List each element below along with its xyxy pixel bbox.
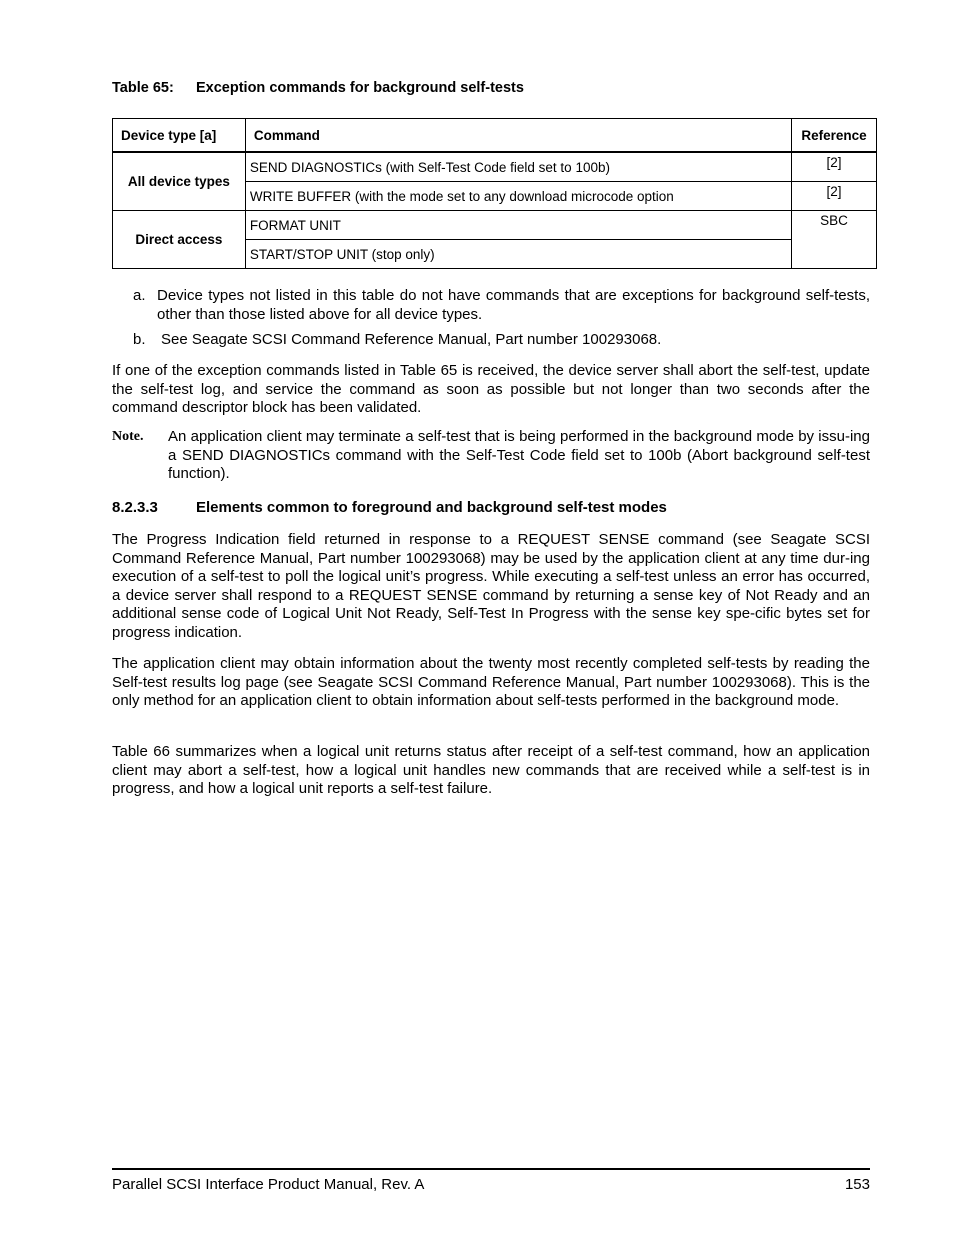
- header-device-type: Device type [a]: [113, 119, 246, 153]
- table-header-row: [113, 119, 877, 153]
- footnote-b-label: b.: [133, 331, 146, 348]
- footnote-a: [133, 287, 870, 324]
- paragraph-results-log: The application client may obtain information about the twenty most recently completed self-tests by reading the Self-test results log page (see Seagate SCSI Command Reference Manual, Part number 100293068). This is the only method for an application client to obtain information about self-tests performed in the background mode.: [112, 655, 870, 710]
- footnote-b-text: See Seagate SCSI Command Reference Manual, Part number 100293068.: [161, 331, 662, 348]
- header-command: Command: [245, 119, 791, 153]
- note-label: Note.: [112, 429, 144, 444]
- section-title: Elements common to foreground and background self-test modes: [196, 499, 667, 516]
- exception-commands-table: [112, 118, 877, 269]
- footnote-b: [133, 331, 870, 350]
- paragraph-progress-indication: The Progress Indication field returned in response to a REQUEST SENSE command (see Seagate SCSI Command Reference Manual, Part number 100293068) may be used by the application client at any time dur-ing execution of a self-test to poll the logical unit’s progress. While executing a self-test unless an error has occurred, a device server shall respond to a REQUEST SENSE command by returning a sense key of Not Ready and an additional sense code of Logical Unit Not Ready, Self-Test In Progress with the sense key spe-cific bytes set for progress indication.: [112, 531, 870, 641]
- reference-cell: [2]: [792, 182, 877, 211]
- header-reference: Reference: [792, 119, 877, 153]
- table-row: [113, 152, 877, 182]
- footnote-a-text: Device types not listed in this table do not have commands that are exceptions for background self-tests, other than those listed above for all device types.: [157, 287, 870, 323]
- footer-rule: [112, 1168, 870, 1170]
- note-text: An application client may terminate a self-test that is being performed in the background mode by issu-ing a SEND DIAGNOSTICs command with the Self-Test Code field set to 100b (Abort background self-test function).: [168, 428, 870, 483]
- device-type-cell: All device types: [113, 152, 246, 211]
- command-cell: WRITE BUFFER (with the mode set to any download microcode option: [245, 182, 791, 211]
- command-cell: FORMAT UNIT: [245, 211, 791, 240]
- page-number: 153: [844, 1176, 870, 1193]
- table-caption-number: Table 65:: [112, 80, 174, 96]
- command-cell: SEND DIAGNOSTICs (with Self-Test Code field set to 100b): [245, 152, 791, 182]
- reference-cell: SBC: [792, 211, 877, 269]
- table-row: [113, 211, 877, 240]
- footnote-a-label: a.: [133, 287, 146, 304]
- paragraph-table-66-summary: Table 66 summarizes when a logical unit returns status after receipt of a self-test command, how an application client may abort a self-test, how a logical unit handles new commands that are received while a self-test is in progress, and how a logical unit reports a self-test failure.: [112, 743, 870, 798]
- footer-title: Parallel SCSI Interface Product Manual, Rev. A: [112, 1176, 425, 1193]
- section-number: 8.2.3.3: [112, 499, 158, 516]
- section-heading: [112, 499, 667, 516]
- reference-cell: [2]: [792, 152, 877, 182]
- paragraph-exception-handling: If one of the exception commands listed in Table 65 is received, the device server shall abort the self-test, update the self-test log, and service the command as soon as possible but not longer than two seconds after the command descriptor block has been validated.: [112, 362, 870, 417]
- table-caption: [112, 80, 524, 96]
- table-caption-title: Exception commands for background self-tests: [196, 80, 524, 96]
- device-type-cell: Direct access: [113, 211, 246, 269]
- command-cell: START/STOP UNIT (stop only): [245, 240, 791, 269]
